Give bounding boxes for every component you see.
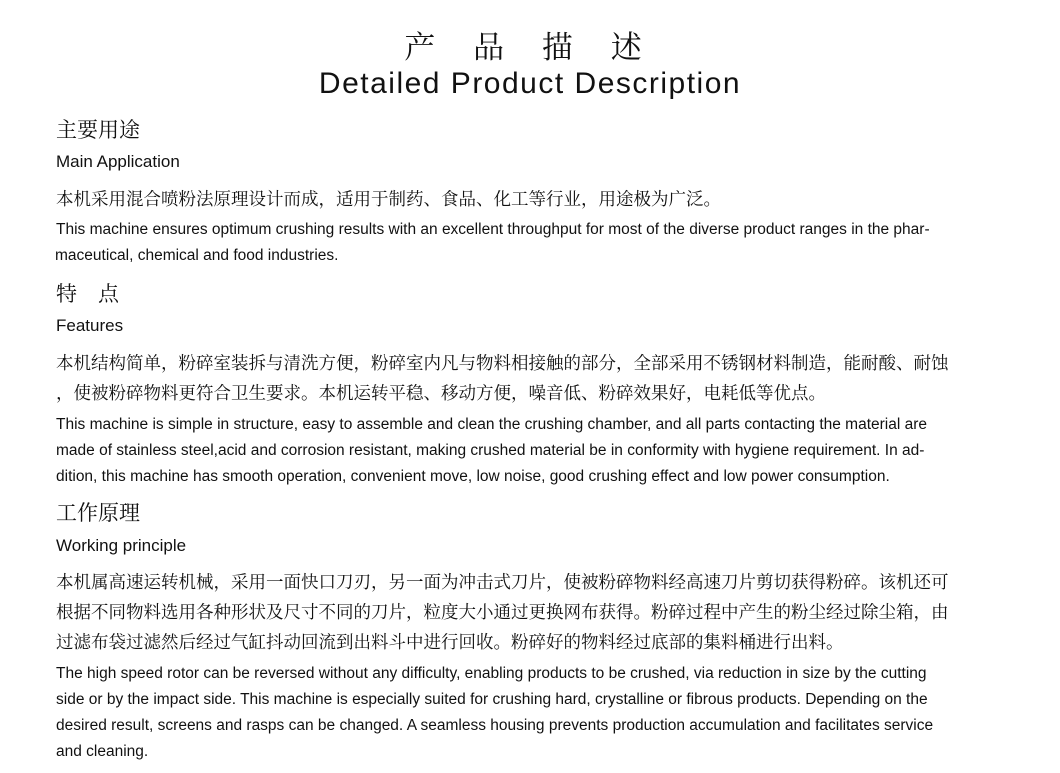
features-text-en-line-1: This machine is simple in structure, easy to assemble and clean the crushing chamber, and all parts contacting the material are [56,416,928,433]
features-heading-cn: 特 点 [56,282,119,306]
working-principle-text-en-line-2: side or by the impact side. This machine is especially suited for crushing hard, crystalline or fibrous products. Depending on the [56,691,928,708]
page-title-english: Detailed Product Description [318,67,742,100]
working-principle-text-cn-line-1: 本机属高速运转机械，采用一面快口刀刃，另一面为冲击式刀片，使被粉碎物料经高速刀片剪切获得粉碎。该机还可 [56,573,949,593]
working-principle-heading-en: Working principle [56,536,187,555]
main-application-text-cn: 本机采用混合喷粉法原理设计而成，适用于制药、食品、化工等行业，用途极为广泛。 [56,190,721,210]
features-text-en-line-2: made of stainless steel,acid and corrosion resistant, making crushed material be in conformity with hygiene requirement. In ad- [56,442,925,459]
main-application-text-en-line-1: This machine ensures optimum crushing results with an excellent throughput for most of the diverse product ranges in the phar- [56,221,930,238]
main-application-heading-cn: 主要用途 [56,118,140,142]
page-title-chinese: 产 品 描 述 [404,30,656,66]
main-application-text-en-line-2: maceutical, chemical and food industries. [55,247,339,264]
features-text-en-line-3: dition, this machine has smooth operation, convenient move, low noise, good crushing effect and low power consumption. [56,468,890,485]
features-text-cn-line-1: 本机结构简单，粉碎室装拆与清洗方便，粉碎室内凡与物料相接触的部分，全部采用不锈钢材料制造，能耐酸、耐蚀 [56,354,949,374]
working-principle-heading-cn: 工作原理 [56,501,140,525]
working-principle-text-cn-line-3: 过滤布袋过滤然后经过气缸抖动回流到出料斗中进行回收。粉碎好的物料经过底部的集料桶进行出料。 [56,633,844,653]
working-principle-text-cn-line-2: 根据不同物料选用各种形状及尺寸不同的刀片，粒度大小通过更换网布获得。粉碎过程中产生的粉尘经过除尘箱，由 [56,603,949,623]
features-heading-en: Features [56,316,124,335]
working-principle-text-en-line-4: and cleaning. [56,743,149,760]
main-application-heading-en: Main Application [56,152,180,171]
features-text-cn-line-2: ，使被粉碎物料更符合卫生要求。本机运转平稳、移动方便，噪音低、粉碎效果好，电耗低等优点。 [56,384,826,404]
working-principle-text-en-line-1: The high speed rotor can be reversed without any difficulty, enabling products to be crushed, via reduction in size by the cutting [56,665,927,682]
working-principle-text-en-line-3: desired result, screens and rasps can be changed. A seamless housing prevents production accumulation and facilitates service [56,717,934,734]
